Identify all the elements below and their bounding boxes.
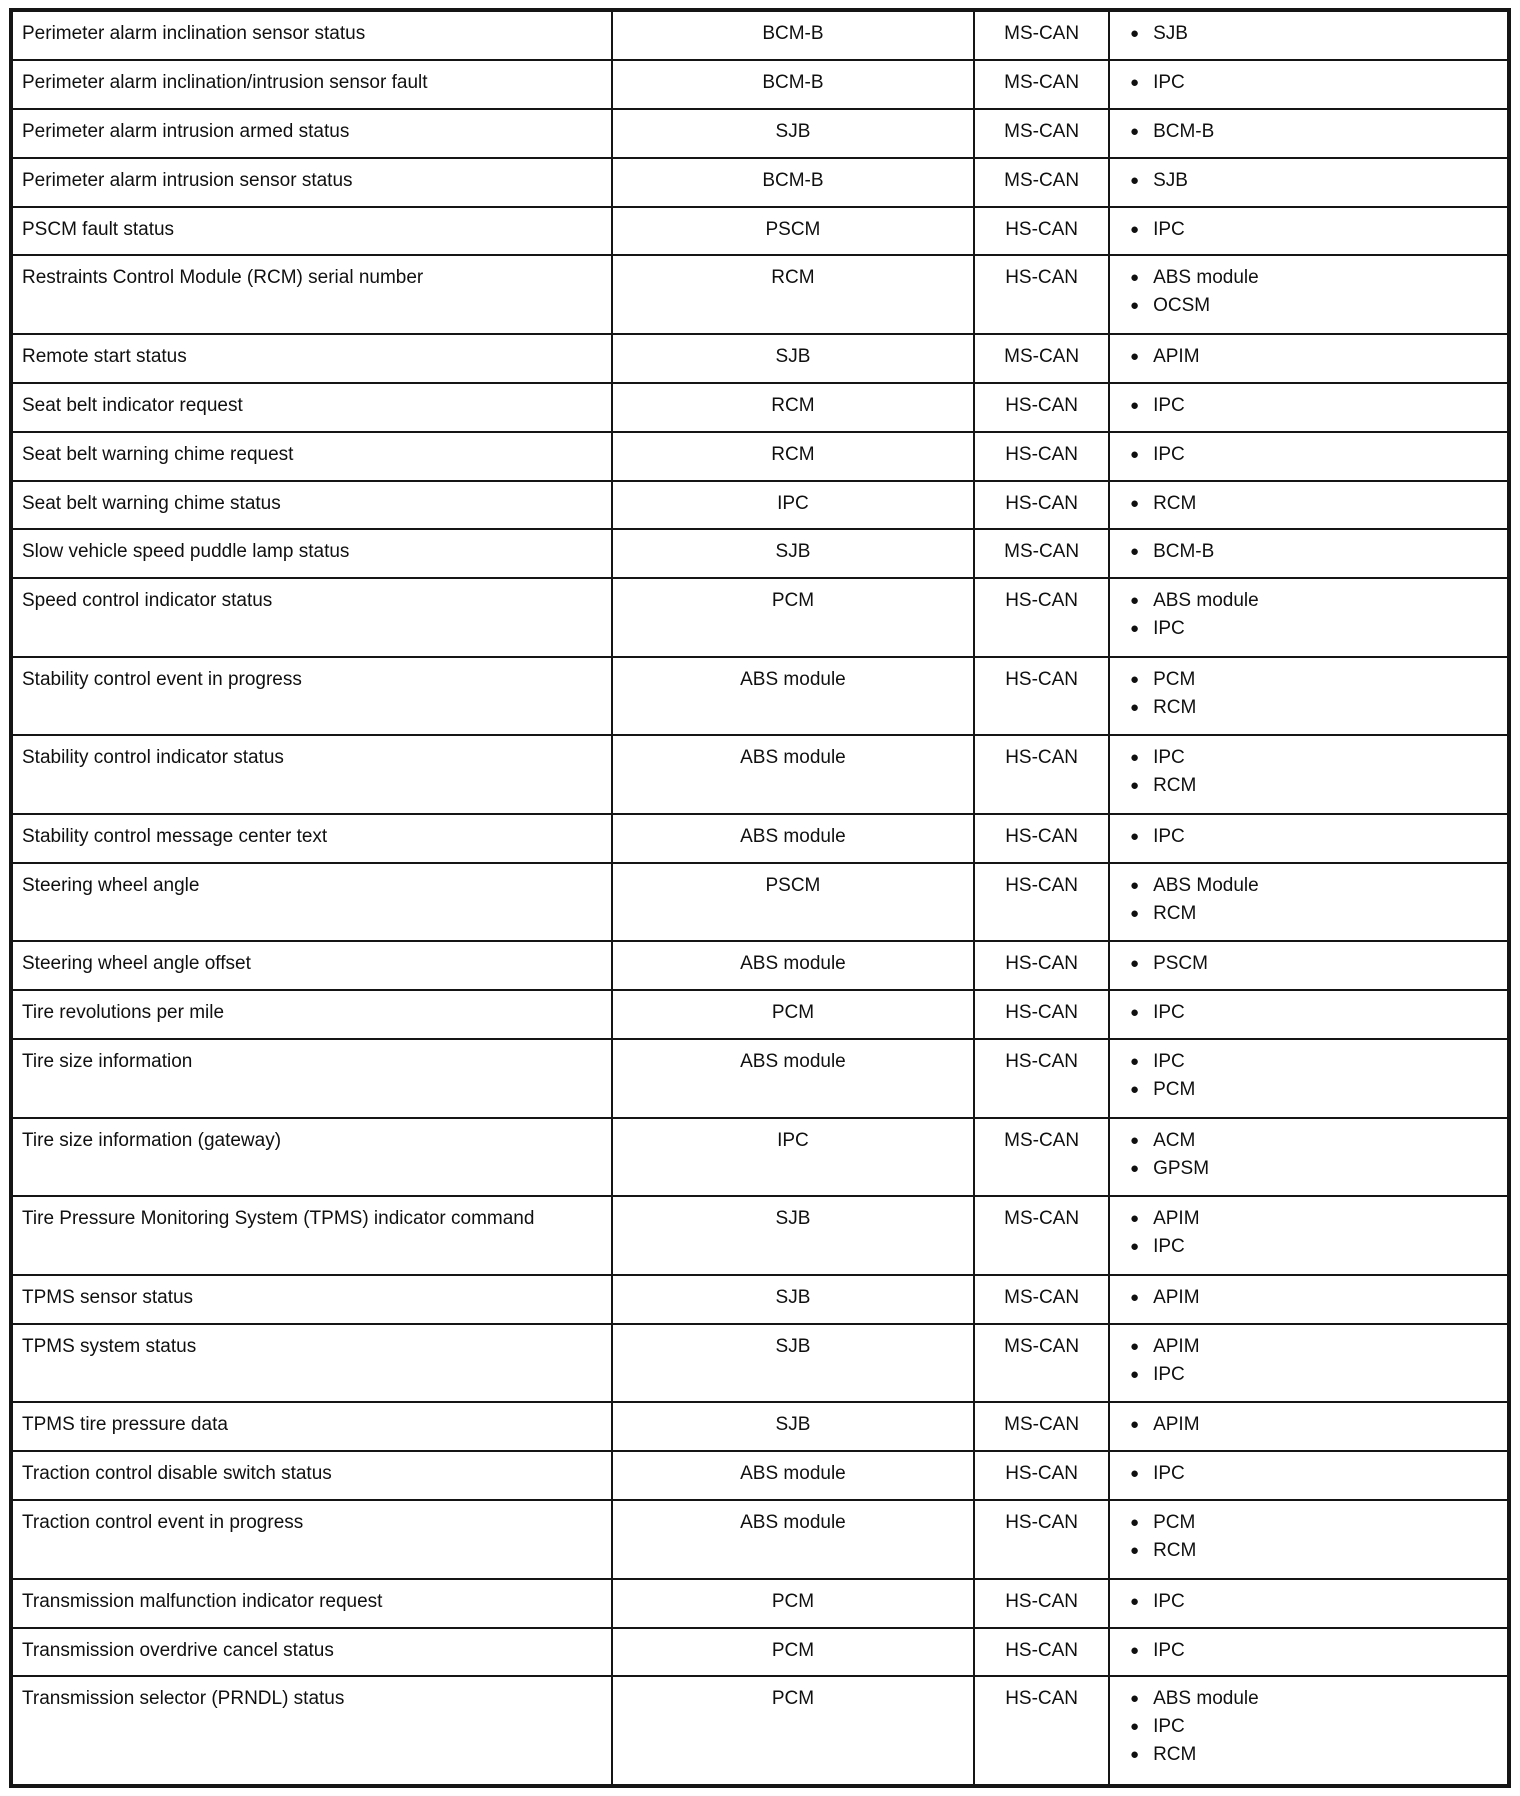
bullet-icon: ● [1130,828,1140,846]
message-cell: Speed control indicator status [11,578,612,657]
originator-cell: IPC [612,1118,975,1197]
receivers-cell [1109,158,1509,207]
table-row [11,10,1509,60]
originator-cell: RCM [612,432,975,481]
receiver-item [1130,264,1497,292]
receivers-cell [1109,383,1509,432]
receiver-label: ABS Module [1153,874,1259,896]
receiver-label: RCM [1153,902,1197,924]
bullet-icon: ● [1130,876,1140,894]
bullet-icon: ● [1130,1288,1140,1306]
receiver-item [1130,1685,1497,1713]
network-cell: MS-CAN [974,334,1109,383]
receivers-cell [1109,481,1509,530]
receiver-item [1130,490,1497,518]
receivers-cell [1109,1324,1509,1403]
originator-cell: ABS module [612,1451,975,1500]
network-message-table [9,8,1511,1788]
table-row [11,109,1509,158]
receiver-label: IPC [1153,394,1185,416]
table-row [11,1676,1509,1786]
receiver-item [1130,118,1497,146]
receivers-cell [1109,529,1509,578]
receiver-item [1130,1537,1497,1565]
network-cell: HS-CAN [974,814,1109,863]
message-cell: Perimeter alarm inclination sensor status [11,10,612,60]
bullet-icon: ● [1130,1641,1140,1659]
bullet-icon: ● [1130,749,1140,767]
bullet-icon: ● [1130,1004,1140,1022]
receiver-label: IPC [1153,618,1185,640]
receivers-cell [1109,990,1509,1039]
message-cell: Tire size information [11,1039,612,1118]
originator-cell: ABS module [612,735,975,814]
bullet-icon: ● [1130,396,1140,414]
table-row [11,814,1509,863]
receiver-item [1130,1127,1497,1155]
originator-cell: SJB [612,109,975,158]
receivers-cell [1109,334,1509,383]
bullet-icon: ● [1130,1592,1140,1610]
bullet-icon: ● [1130,1542,1140,1560]
receiver-item [1130,744,1497,772]
originator-cell: IPC [612,481,975,530]
receiver-label: ABS module [1153,1688,1259,1710]
table-row [11,432,1509,481]
originator-cell: SJB [612,1324,975,1403]
receiver-label: IPC [1153,1716,1185,1738]
network-cell: HS-CAN [974,657,1109,736]
bullet-icon: ● [1130,955,1140,973]
originator-cell: RCM [612,383,975,432]
message-cell: Perimeter alarm intrusion armed status [11,109,612,158]
bullet-icon: ● [1130,904,1140,922]
receiver-label: ABS module [1153,267,1259,289]
receiver-label: APIM [1153,1286,1200,1308]
table-row [11,1039,1509,1118]
bullet-icon: ● [1130,445,1140,463]
bullet-icon: ● [1130,1514,1140,1532]
originator-cell: PCM [612,578,975,657]
network-cell: HS-CAN [974,1039,1109,1118]
originator-cell: SJB [612,1275,975,1324]
originator-cell: ABS module [612,1500,975,1579]
originator-cell: PCM [612,1628,975,1677]
receiver-item [1130,772,1497,800]
originator-cell: PSCM [612,207,975,256]
bullet-icon: ● [1130,1365,1140,1383]
bullet-icon: ● [1130,698,1140,716]
table-row [11,60,1509,109]
network-cell: HS-CAN [974,1451,1109,1500]
receivers-cell [1109,735,1509,814]
table-body [11,10,1509,1786]
receiver-item [1130,292,1497,320]
receiver-item [1130,1713,1497,1741]
receivers-cell [1109,1628,1509,1677]
receivers-cell [1109,255,1509,334]
receiver-label: OCSM [1153,295,1211,317]
receivers-cell [1109,814,1509,863]
message-cell: Seat belt warning chime request [11,432,612,481]
receiver-label: PCM [1153,1512,1196,1534]
message-cell: Seat belt indicator request [11,383,612,432]
receiver-item [1130,694,1497,722]
receivers-cell [1109,1118,1509,1197]
message-cell: Transmission malfunction indicator request [11,1579,612,1628]
bullet-icon: ● [1130,25,1140,42]
message-cell: Slow vehicle speed puddle lamp status [11,529,612,578]
bullet-icon: ● [1130,620,1140,638]
receiver-label: RCM [1153,1540,1197,1562]
table-row [11,941,1509,990]
message-cell: Seat belt warning chime status [11,481,612,530]
message-cell: Perimeter alarm inclination/intrusion sensor fault [11,60,612,109]
receiver-label: ACM [1153,1129,1196,1151]
receiver-item [1130,666,1497,694]
bullet-icon: ● [1130,592,1140,610]
message-cell: Remote start status [11,334,612,383]
message-cell: Tire Pressure Monitoring System (TPMS) indicator command [11,1196,612,1275]
table-row [11,529,1509,578]
table-row [11,158,1509,207]
originator-cell: SJB [612,529,975,578]
receiver-label: IPC [1153,747,1185,769]
network-cell: HS-CAN [974,941,1109,990]
receivers-cell [1109,60,1509,109]
bullet-icon: ● [1130,1416,1140,1434]
receiver-item [1130,538,1497,566]
receiver-label: IPC [1153,1363,1185,1385]
message-cell: Traction control event in progress [11,1500,612,1579]
receiver-label: IPC [1153,1463,1185,1485]
message-cell: TPMS system status [11,1324,612,1403]
receiver-item [1130,20,1497,48]
bullet-icon: ● [1130,543,1140,561]
network-cell: HS-CAN [974,735,1109,814]
table-row [11,1579,1509,1628]
originator-cell: ABS module [612,1039,975,1118]
receiver-item [1130,1076,1497,1104]
receiver-item [1130,872,1497,900]
receiver-item [1130,69,1497,97]
network-cell: MS-CAN [974,109,1109,158]
originator-cell: SJB [612,334,975,383]
receiver-item [1130,950,1497,978]
table-row [11,1500,1509,1579]
originator-cell: BCM-B [612,158,975,207]
network-cell: HS-CAN [974,383,1109,432]
receivers-cell [1109,1039,1509,1118]
network-cell: HS-CAN [974,863,1109,942]
receiver-label: IPC [1153,1051,1185,1073]
receiver-item [1130,1588,1497,1616]
table-row [11,207,1509,256]
receiver-item [1130,1284,1497,1312]
message-cell: TPMS tire pressure data [11,1402,612,1451]
receiver-item [1130,615,1497,643]
receiver-item [1130,823,1497,851]
network-cell: HS-CAN [974,1500,1109,1579]
receiver-item [1130,1741,1497,1769]
message-cell: Traction control disable switch status [11,1451,612,1500]
table-row [11,1275,1509,1324]
message-cell: Restraints Control Module (RCM) serial number [11,255,612,334]
receiver-item [1130,1361,1497,1389]
bullet-icon: ● [1130,171,1140,189]
receiver-label: APIM [1153,1414,1200,1436]
receiver-item [1130,587,1497,615]
bullet-icon: ● [1130,1690,1140,1708]
receiver-label: IPC [1153,826,1185,848]
bullet-icon: ● [1130,122,1140,140]
originator-cell: ABS module [612,941,975,990]
network-cell: HS-CAN [974,578,1109,657]
network-cell: MS-CAN [974,1118,1109,1197]
message-cell: Steering wheel angle offset [11,941,612,990]
receiver-item [1130,1048,1497,1076]
message-cell: Stability control indicator status [11,735,612,814]
network-cell: MS-CAN [974,60,1109,109]
receiver-item [1130,392,1497,420]
receivers-cell [1109,1275,1509,1324]
table-row [11,255,1509,334]
bullet-icon: ● [1130,1081,1140,1099]
network-cell: HS-CAN [974,207,1109,256]
receiver-label: BCM-B [1153,120,1215,142]
receiver-item [1130,167,1497,195]
receiver-label: GPSM [1153,1157,1210,1179]
bullet-icon: ● [1130,347,1140,365]
receiver-item [1130,1155,1497,1183]
receiver-item [1130,1509,1497,1537]
bullet-icon: ● [1130,220,1140,238]
originator-cell: SJB [612,1402,975,1451]
bullet-icon: ● [1130,1210,1140,1228]
network-cell: HS-CAN [974,1579,1109,1628]
table-row [11,334,1509,383]
originator-cell: PCM [612,1579,975,1628]
network-cell: MS-CAN [974,10,1109,60]
receiver-item [1130,1233,1497,1261]
bullet-icon: ● [1130,1465,1140,1483]
message-cell: Transmission overdrive cancel status [11,1628,612,1677]
receiver-item [1130,1205,1497,1233]
receiver-item [1130,900,1497,928]
receiver-label: APIM [1153,345,1200,367]
bullet-icon: ● [1130,1337,1140,1355]
receiver-label: SJB [1153,169,1188,191]
receiver-label: APIM [1153,1335,1200,1357]
bullet-icon: ● [1130,777,1140,795]
message-cell: Steering wheel angle [11,863,612,942]
receiver-label: SJB [1153,23,1188,44]
receivers-cell [1109,10,1509,60]
table-row [11,657,1509,736]
table-row [11,1451,1509,1500]
originator-cell: PSCM [612,863,975,942]
receiver-label: PCM [1153,1079,1196,1101]
table-row [11,481,1509,530]
receivers-cell [1109,1402,1509,1451]
network-cell: MS-CAN [974,158,1109,207]
message-cell: Tire revolutions per mile [11,990,612,1039]
bullet-icon: ● [1130,73,1140,91]
network-cell: MS-CAN [974,529,1109,578]
receiver-label: PSCM [1153,953,1208,975]
bullet-icon: ● [1130,1053,1140,1071]
originator-cell: RCM [612,255,975,334]
table-row [11,1628,1509,1677]
receiver-item [1130,999,1497,1027]
bullet-icon: ● [1130,269,1140,287]
message-cell: Perimeter alarm intrusion sensor status [11,158,612,207]
receiver-label: IPC [1153,71,1185,93]
receiver-label: BCM-B [1153,541,1215,563]
receiver-item [1130,343,1497,371]
bullet-icon: ● [1130,1159,1140,1177]
message-cell: PSCM fault status [11,207,612,256]
bullet-icon: ● [1130,297,1140,315]
originator-cell: BCM-B [612,10,975,60]
message-cell: TPMS sensor status [11,1275,612,1324]
table-row [11,1324,1509,1403]
receiver-label: RCM [1153,696,1197,718]
receivers-cell [1109,941,1509,990]
receiver-item [1130,1460,1497,1488]
message-cell: Stability control event in progress [11,657,612,736]
receiver-item [1130,1411,1497,1439]
receiver-label: IPC [1153,1002,1185,1024]
originator-cell: BCM-B [612,60,975,109]
receivers-cell [1109,207,1509,256]
network-cell: HS-CAN [974,481,1109,530]
receivers-cell [1109,1500,1509,1579]
network-cell: MS-CAN [974,1275,1109,1324]
network-cell: HS-CAN [974,1628,1109,1677]
network-cell: MS-CAN [974,1402,1109,1451]
table-row [11,1118,1509,1197]
network-cell: MS-CAN [974,1196,1109,1275]
network-cell: MS-CAN [974,1324,1109,1403]
message-cell: Transmission selector (PRNDL) status [11,1676,612,1786]
receiver-item [1130,441,1497,469]
table-row [11,1196,1509,1275]
receiver-label: RCM [1153,492,1197,514]
receivers-cell [1109,1451,1509,1500]
table-row [11,383,1509,432]
originator-cell: PCM [612,1676,975,1786]
receiver-label: ABS module [1153,590,1259,612]
table-row [11,990,1509,1039]
receivers-cell [1109,863,1509,942]
network-cell: HS-CAN [974,432,1109,481]
table-row [11,1402,1509,1451]
message-cell: Stability control message center text [11,814,612,863]
bullet-icon: ● [1130,1238,1140,1256]
receivers-cell [1109,657,1509,736]
table-row [11,578,1509,657]
originator-cell: ABS module [612,814,975,863]
bullet-icon: ● [1130,494,1140,512]
receiver-label: RCM [1153,775,1197,797]
bullet-icon: ● [1130,1746,1140,1764]
receivers-cell [1109,432,1509,481]
network-cell: HS-CAN [974,1676,1109,1786]
receiver-label: IPC [1153,443,1185,465]
receiver-label: IPC [1153,1639,1185,1661]
table-row [11,863,1509,942]
bullet-icon: ● [1130,1131,1140,1149]
receiver-item [1130,216,1497,244]
receiver-label: IPC [1153,1590,1185,1612]
receivers-cell [1109,1676,1509,1786]
receiver-label: IPC [1153,218,1185,240]
originator-cell: PCM [612,990,975,1039]
originator-cell: ABS module [612,657,975,736]
originator-cell: SJB [612,1196,975,1275]
table-row [11,735,1509,814]
bullet-icon: ● [1130,1718,1140,1736]
message-cell: Tire size information (gateway) [11,1118,612,1197]
receiver-label: IPC [1153,1236,1185,1258]
receivers-cell [1109,578,1509,657]
receivers-cell [1109,109,1509,158]
bullet-icon: ● [1130,670,1140,688]
receiver-label: RCM [1153,1744,1197,1766]
receiver-item [1130,1637,1497,1665]
receiver-label: APIM [1153,1208,1200,1230]
network-cell: HS-CAN [974,990,1109,1039]
receiver-item [1130,1333,1497,1361]
receivers-cell [1109,1196,1509,1275]
network-cell: HS-CAN [974,255,1109,334]
receiver-label: PCM [1153,668,1196,690]
receivers-cell [1109,1579,1509,1628]
